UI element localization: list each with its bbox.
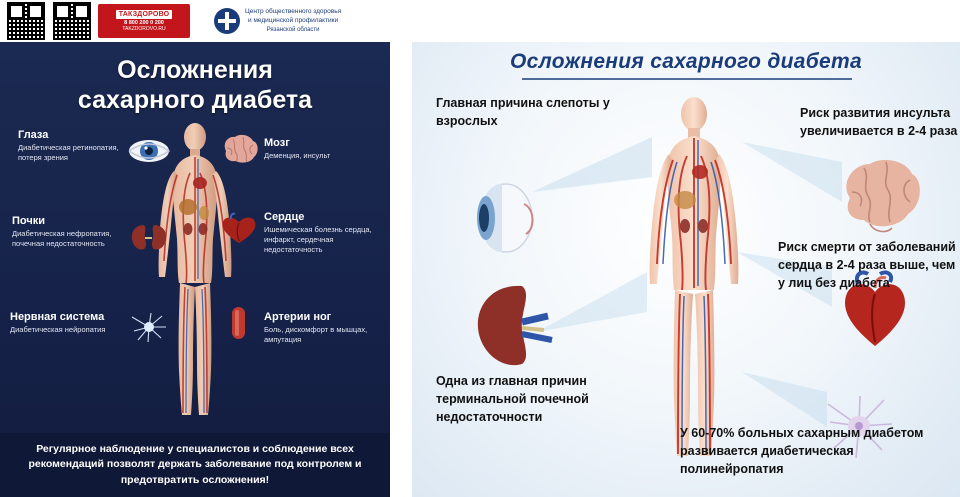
- human-body-figure: [640, 94, 748, 464]
- label-heart: [264, 211, 374, 255]
- org-line-3: Рязанской области: [266, 26, 320, 33]
- left-header-strip: [0, 0, 390, 42]
- left-poster-footer: [0, 433, 390, 497]
- right-poster: [400, 0, 960, 497]
- callout-heart-death: Риск смерти от заболеваний сердца в 2-4 раза выше, чем у лиц без диабета: [778, 240, 956, 291]
- label-leg-arteries-body: Боль, дискомфорт в мышцах, ампутация: [264, 325, 368, 345]
- poster-divider: [392, 0, 396, 497]
- callout-polyneuropathy: У 60-70% больных сахарным диабетом развивается диабетическая полинейропатия: [680, 426, 924, 477]
- kidney-icon: [126, 219, 172, 255]
- eye-icon: [472, 170, 542, 266]
- heart-icon: [216, 211, 262, 247]
- label-eyes-heading: Глаза: [18, 129, 49, 141]
- brain-icon: [216, 131, 262, 167]
- label-kidneys-body: Диабетическая нефропатия, почечная недостаточность: [12, 229, 112, 249]
- badge-logo-text: ТАКЗДОРОВО: [116, 10, 173, 19]
- badge-site: TAKZDOROVO.RU: [122, 25, 166, 32]
- left-footer-text: Регулярное наблюдение у специалистов и соблюдение всех рекомендаций позволят держать заболевание под контролем и предотвратить осложнения!: [28, 443, 362, 486]
- right-poster-title: Осложнения сахарного диабета: [510, 50, 862, 73]
- artery-icon: [216, 305, 262, 341]
- left-title-line-2: сахарного диабета: [77, 85, 313, 114]
- callout-stroke: Риск развития инсульта увеличивается в 2-4 раза: [800, 106, 958, 139]
- label-heart-heading: Сердце: [264, 211, 305, 223]
- left-poster-title: [0, 56, 390, 115]
- label-leg-arteries-heading: Артерии ног: [264, 311, 332, 323]
- label-nervous-system: [10, 311, 120, 335]
- org-line-2: и медицинской профилактики: [248, 16, 339, 24]
- takzdorovo-badge: [98, 4, 190, 38]
- medical-cross-icon: [214, 8, 240, 34]
- label-kidneys: [12, 215, 122, 249]
- org-name: [245, 8, 341, 34]
- label-eyes: [18, 129, 128, 163]
- label-nervous-system-body: Диабетическая нейропатия: [10, 325, 106, 334]
- label-eyes-body: Диабетическая ретинопатия, потеря зрения: [18, 143, 119, 163]
- neuron-icon: [126, 309, 172, 345]
- label-brain-heading: Мозг: [264, 137, 290, 149]
- label-nervous-system-heading: Нервная система: [10, 311, 105, 323]
- label-brain: [264, 137, 374, 161]
- badge-phone: 8 800 200 0 200: [124, 20, 164, 27]
- eye-icon: [126, 133, 172, 169]
- left-poster-diagram: [0, 115, 390, 435]
- kidney-icon: [464, 278, 574, 374]
- qr-code-icon: [6, 1, 46, 41]
- label-brain-body: Деменция, инсульт: [264, 151, 331, 160]
- brain-icon: [830, 154, 926, 236]
- org-line-1: Центр общественного здоровья: [245, 8, 342, 16]
- right-poster-canvas: [412, 42, 960, 497]
- label-leg-arteries: [264, 311, 374, 345]
- left-poster: [0, 42, 390, 497]
- callout-blindness: Главная причина слепоты у взрослых: [436, 96, 610, 129]
- callout-kidney-failure: Одна из главная причин терминальной почечной недостаточности: [436, 374, 589, 425]
- left-title-line-1: Осложнения: [117, 56, 273, 84]
- org-logo-block: [214, 8, 341, 34]
- label-heart-body: Ишемическая болезнь сердца, инфаркт, сердечная недостаточность: [264, 225, 372, 255]
- qr-code-icon: [52, 1, 92, 41]
- label-kidneys-heading: Почки: [12, 215, 46, 227]
